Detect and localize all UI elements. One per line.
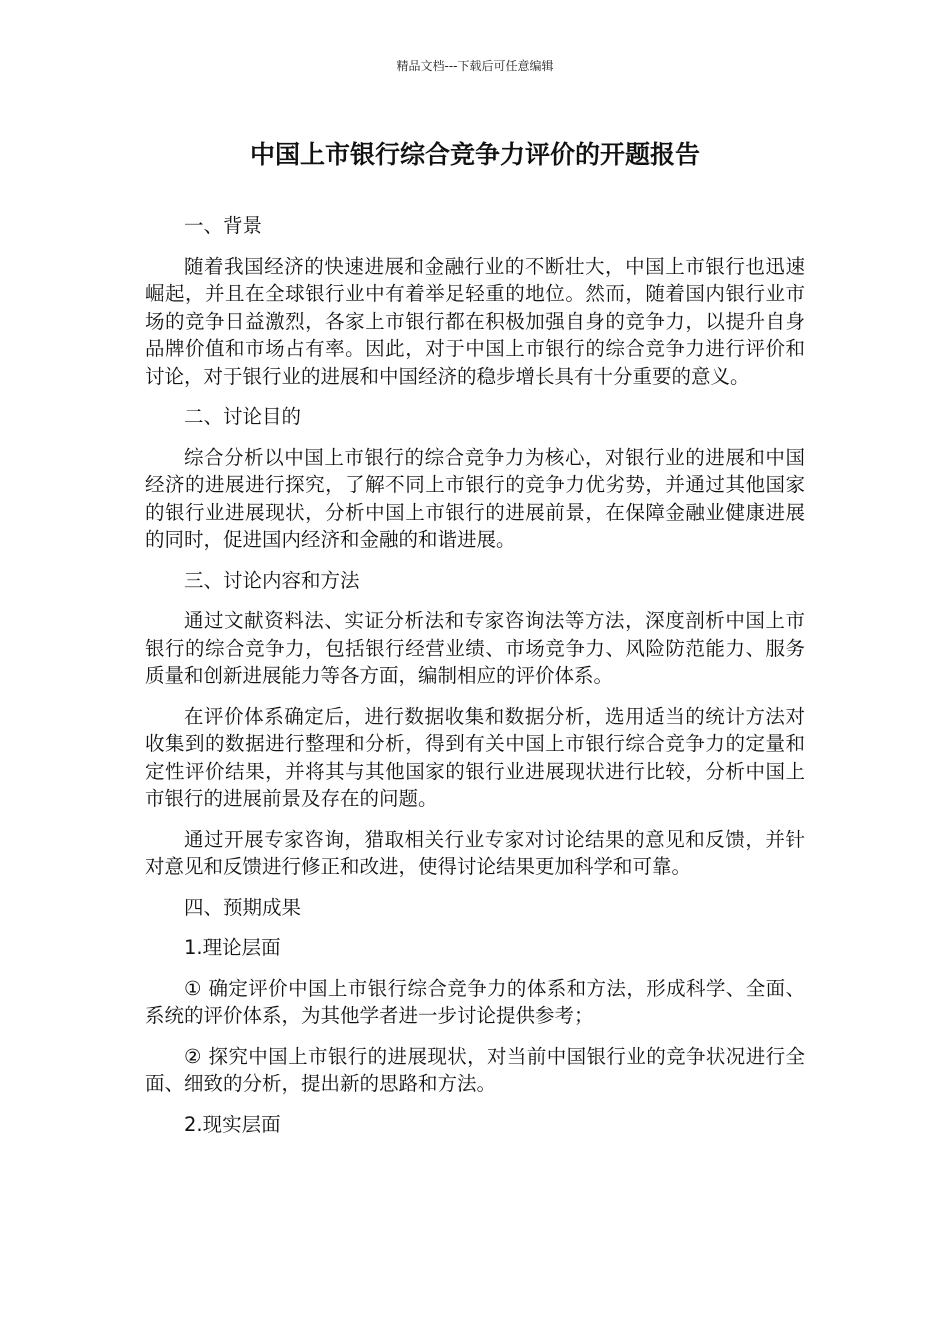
- paragraph-background: 随着我国经济的快速进展和金融行业的不断壮大，中国上市银行也迅速崛起，并且在全球银行业中有着举足轻重的地位。然而，随着国内银行业市场的竞争日益激烈，各家上市银行都在积极加强自身的竞争力，以提升自身品牌价值和市场占有率。因此，对于中国上市银行的综合竞争力进行评价和讨论，对于银行业的进展和中国经济的稳步增长具有十分重要的意义。: [145, 254, 805, 388]
- document-body: [145, 212, 805, 1151]
- page-header-watermark: 精品文档---下载后可任意编辑: [396, 59, 554, 73]
- list-item-theory-2: ② 探究中国上市银行的进展现状，对当前中国银行业的竞争状况进行全面、细致的分析，提出新的思路和方法。: [145, 1044, 805, 1095]
- section-heading-purpose: 二、讨论目的: [184, 405, 302, 428]
- section-heading-background: 一、背景: [184, 214, 263, 237]
- paragraph-method-1: 通过文献资料法、实证分析法和专家咨询法等方法，深度剖析中国上市银行的综合竞争力，包括银行经营业绩、市场竞争力、风险防范能力、服务质量和创新进展能力等各方面，编制相应的评价体系。: [145, 609, 805, 687]
- list-item-theory-1: ① 确定评价中国上市银行综合竞争力的体系和方法，形成科学、全面、系统的评价体系，为其他学者进一步讨论提供参考；: [145, 976, 805, 1027]
- section-heading-method: 三、讨论内容和方法: [184, 568, 360, 592]
- document-title: 中国上市银行综合竞争力评价的开题报告: [249, 140, 700, 169]
- paragraph-method-2: 在评价体系确定后，进行数据收集和数据分析，选用适当的统计方法对收集到的数据进行整理和分析，得到有关中国上市银行综合竞争力的定量和定性评价结果，并将其与其他国家的银行业进展现状进行比较，分析中国上市银行的进展前景及存在的问题。: [145, 704, 805, 810]
- section-heading-results: 四、预期成果: [184, 895, 302, 919]
- paragraph-method-3: 通过开展专家咨询，猎取相关行业专家对讨论结果的意见和反馈，并针对意见和反馈进行修正和改进，使得讨论结果更加科学和可靠。: [145, 827, 805, 878]
- subheading-theory: 1.理论层面: [184, 936, 281, 959]
- subheading-practice: 2.现实层面: [184, 1112, 281, 1136]
- paragraph-purpose: 综合分析以中国上市银行的综合竞争力为核心，对银行业的进展和中国经济的进展进行探究，了解不同上市银行的竞争力优劣势，并通过其他国家的银行业进展现状，分析中国上市银行的进展前景，在保障金融业健康进展的同时，促进国内经济和金融的和谐进展。: [145, 445, 805, 551]
